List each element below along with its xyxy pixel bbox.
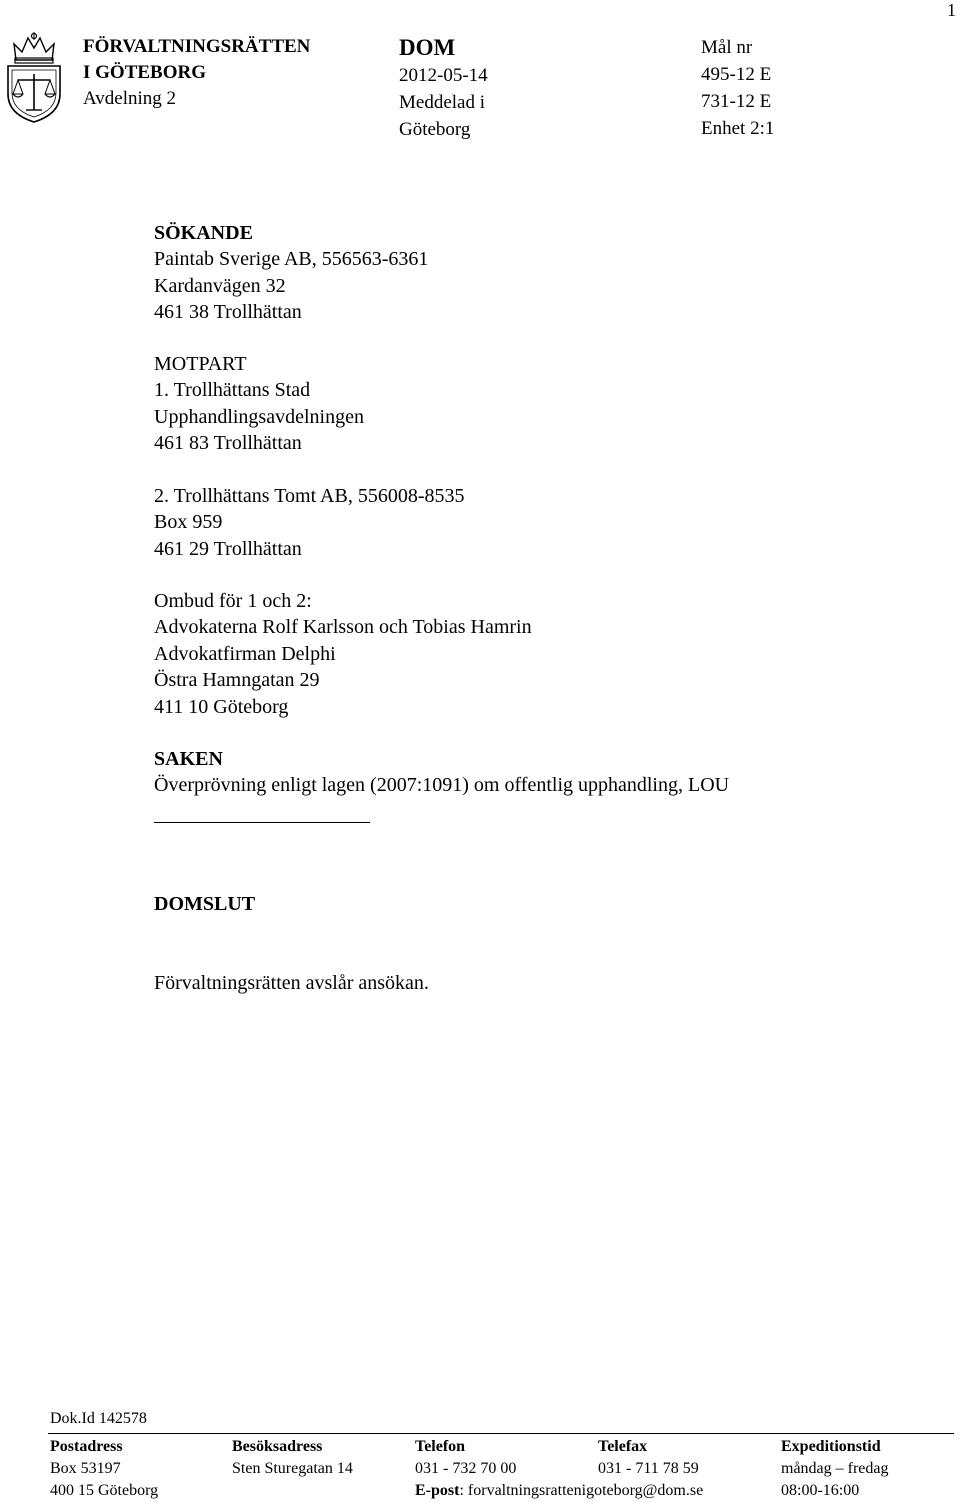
judgment-header (399, 34, 488, 143)
phone-value: 031 - 732 70 00 (415, 1460, 517, 1477)
counsel-line: Östra Hamngatan 29 (154, 669, 320, 692)
case-unit: Enhet 2:1 (701, 118, 775, 139)
matter-heading: SAKEN (154, 748, 223, 770)
ruling-heading: DOMSLUT (154, 893, 256, 915)
footer-divider (48, 1433, 954, 1434)
hours-label: Expeditionstid (781, 1438, 881, 1455)
ruling-text: Förvaltningsrätten avslår ansökan. (154, 972, 429, 994)
ruling-heading-wrap (154, 891, 255, 917)
counterparty-heading: MOTPART (154, 353, 247, 375)
counsel-section (154, 588, 532, 720)
footer-visit (232, 1436, 353, 1480)
counsel-line: Advokatfirman Delphi (154, 642, 336, 665)
judgment-kind: DOM (399, 35, 456, 60)
footer-phone (415, 1436, 516, 1480)
counsel-line: 411 10 Göteborg (154, 695, 289, 718)
email-label: E-post (415, 1482, 460, 1499)
party1-line: 1. Trollhättans Stad (154, 379, 311, 402)
section-divider (154, 822, 370, 823)
applicant-heading: SÖKANDE (154, 222, 253, 244)
applicant-line: Kardanvägen 32 (154, 274, 286, 297)
case-number-1: 495-12 E (701, 64, 772, 85)
party1-line: Upphandlingsavdelningen (154, 405, 364, 428)
phone-label: Telefon (415, 1438, 466, 1455)
matter-section (154, 746, 729, 799)
judgment-issued: Meddelad i (399, 92, 486, 113)
page-number: 1 (947, 0, 956, 20)
fax-label: Telefax (598, 1438, 648, 1455)
counsel-line: Advokaterna Rolf Karlsson och Tobias Hamrin (154, 616, 532, 639)
judgment-place: Göteborg (399, 119, 471, 140)
postal-line1: Box 53197 (50, 1460, 121, 1477)
party1-line: 461 83 Trollhättan (154, 432, 302, 455)
case-label: Mål nr (701, 37, 753, 58)
court-name-line2: I GÖTEBORG (83, 62, 206, 83)
case-number-2: 731-12 E (701, 91, 772, 112)
counsel-line: Ombud för 1 och 2: (154, 590, 312, 612)
footer-postal (50, 1436, 158, 1502)
party2-line: 461 29 Trollhättan (154, 537, 302, 560)
court-department: Avdelning 2 (83, 88, 177, 109)
ruling-text-wrap (154, 970, 429, 996)
postal-label: Postadress (50, 1438, 123, 1455)
document-id: Dok.Id 142578 (50, 1410, 147, 1427)
applicant-line: Paintab Sverige AB, 556563-6361 (154, 248, 429, 271)
matter-text: Överprövning enligt lagen (2007:1091) om offentlig upphandling, LOU (154, 774, 730, 797)
party2-section (154, 483, 465, 562)
court-header (83, 34, 310, 112)
email-value[interactable]: forvaltningsrattenigoteborg@dom.se (467, 1482, 704, 1499)
footer-email: E-post: forvaltningsrattenigoteborg@dom.se (415, 1482, 704, 1499)
coat-of-arms-logo (4, 30, 64, 126)
hours-time: 08:00-16:00 (781, 1482, 860, 1499)
party2-line: Box 959 (154, 511, 223, 534)
postal-line2: 400 15 Göteborg (50, 1482, 159, 1499)
footer-fax (598, 1436, 699, 1480)
applicant-line: 461 38 Trollhättan (154, 301, 302, 324)
footer-hours (781, 1436, 889, 1502)
judgment-date: 2012-05-14 (399, 65, 488, 86)
party2-line: 2. Trollhättans Tomt AB, 556008-8535 (154, 485, 465, 507)
counterparty-section (154, 351, 364, 457)
hours-days: måndag – fredag (781, 1460, 889, 1477)
visit-line1: Sten Sturegatan 14 (232, 1460, 353, 1477)
applicant-section (154, 220, 428, 326)
fax-value: 031 - 711 78 59 (598, 1460, 699, 1477)
case-header (701, 34, 774, 142)
court-name-line1: FÖRVALTNINGSRÄTTEN (83, 36, 311, 57)
visit-label: Besöksadress (232, 1438, 323, 1455)
